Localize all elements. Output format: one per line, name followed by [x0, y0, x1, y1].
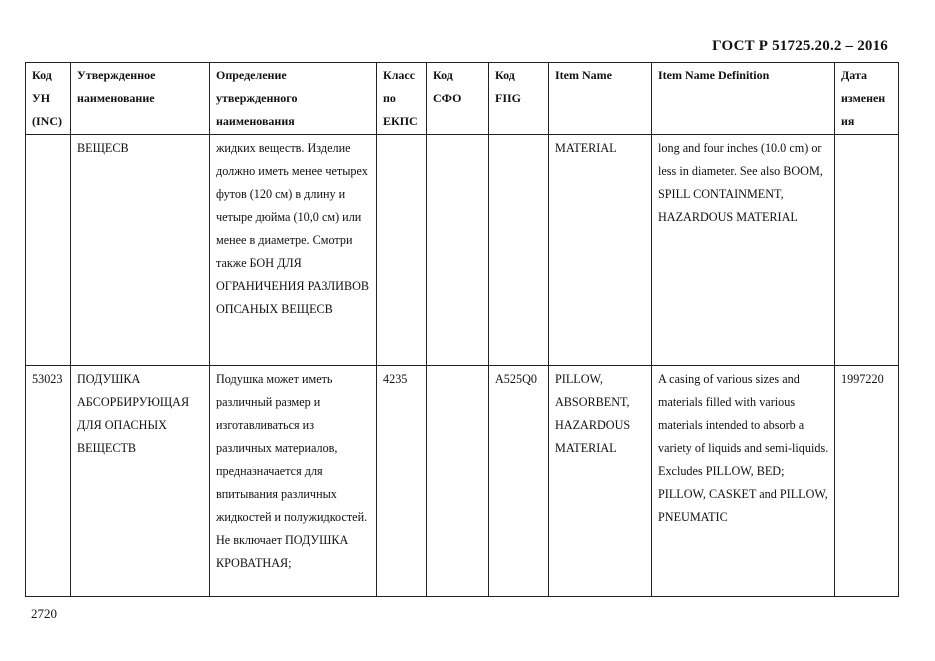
cell-item-name-definition: A casing of various sizes and materials filled with various materials intended to absorb a variety of liquids and semi-liquids. Excludes PILLOW, BED; PILLOW, CASKET and PILLOW, PNEUMATIC [652, 366, 835, 597]
column-header-approved-name: Утвержденное наименование [71, 63, 210, 135]
column-header-inc: Код УН (INC) [26, 63, 71, 135]
cell-inc [26, 135, 71, 366]
column-header-change-date: Дата изменен ия [835, 63, 899, 135]
cell-approved-name: ПОДУШКА АБСОРБИРУЮЩАЯ ДЛЯ ОПАСНЫХ ВЕЩЕСТВ [71, 366, 210, 597]
column-header-sfo-code: Код СФО [427, 63, 489, 135]
cell-approved-name: ВЕЩЕСВ [71, 135, 210, 366]
cell-item-name: MATERIAL [549, 135, 652, 366]
cell-definition: Подушка может иметь различный размер и изготавливаться из различных материалов, предназначается для впитывания различных жидкостей и полужидкостей. Не включает ПОДУШКА КРОВАТНАЯ; [210, 366, 377, 597]
column-header-definition: Определение утвержденного наименования [210, 63, 377, 135]
cell-definition: жидких веществ. Изделие должно иметь менее четырех футов (120 см) в длину и четыре дюйма (10,0 см) или менее в диаметре. Смотри также БОН ДЛЯ ОГРАНИЧЕНИЯ РАЗЛИВОВ ОПСАНЫХ ВЕЩЕСВ [210, 135, 377, 366]
cell-change-date [835, 135, 899, 366]
cell-change-date: 1997220 [835, 366, 899, 597]
document-code: ГОСТ Р 51725.20.2 – 2016 [712, 38, 888, 54]
column-header-fiig-code: Код FIIG [489, 63, 549, 135]
cell-class [377, 135, 427, 366]
cell-sfo-code [427, 366, 489, 597]
column-header-item-name-definition: Item Name Definition [652, 63, 835, 135]
cell-item-name: PILLOW, ABSORBENT, HAZARDOUS MATERIAL [549, 366, 652, 597]
cell-fiig-code [489, 135, 549, 366]
column-header-item-name: Item Name [549, 63, 652, 135]
table-row [26, 135, 899, 366]
column-header-class: Класс по ЕКПС [377, 63, 427, 135]
catalog-table [25, 62, 899, 597]
table-row [26, 366, 899, 597]
cell-inc: 53023 [26, 366, 71, 597]
cell-class: 4235 [377, 366, 427, 597]
cell-sfo-code [427, 135, 489, 366]
table-header-row [26, 63, 899, 135]
page-number: 2720 [31, 606, 57, 621]
cell-item-name-definition: long and four inches (10.0 cm) or less in diameter. See also BOOM, SPILL CONTAINMENT, HAZARDOUS MATERIAL [652, 135, 835, 366]
cell-fiig-code: A525Q0 [489, 366, 549, 597]
